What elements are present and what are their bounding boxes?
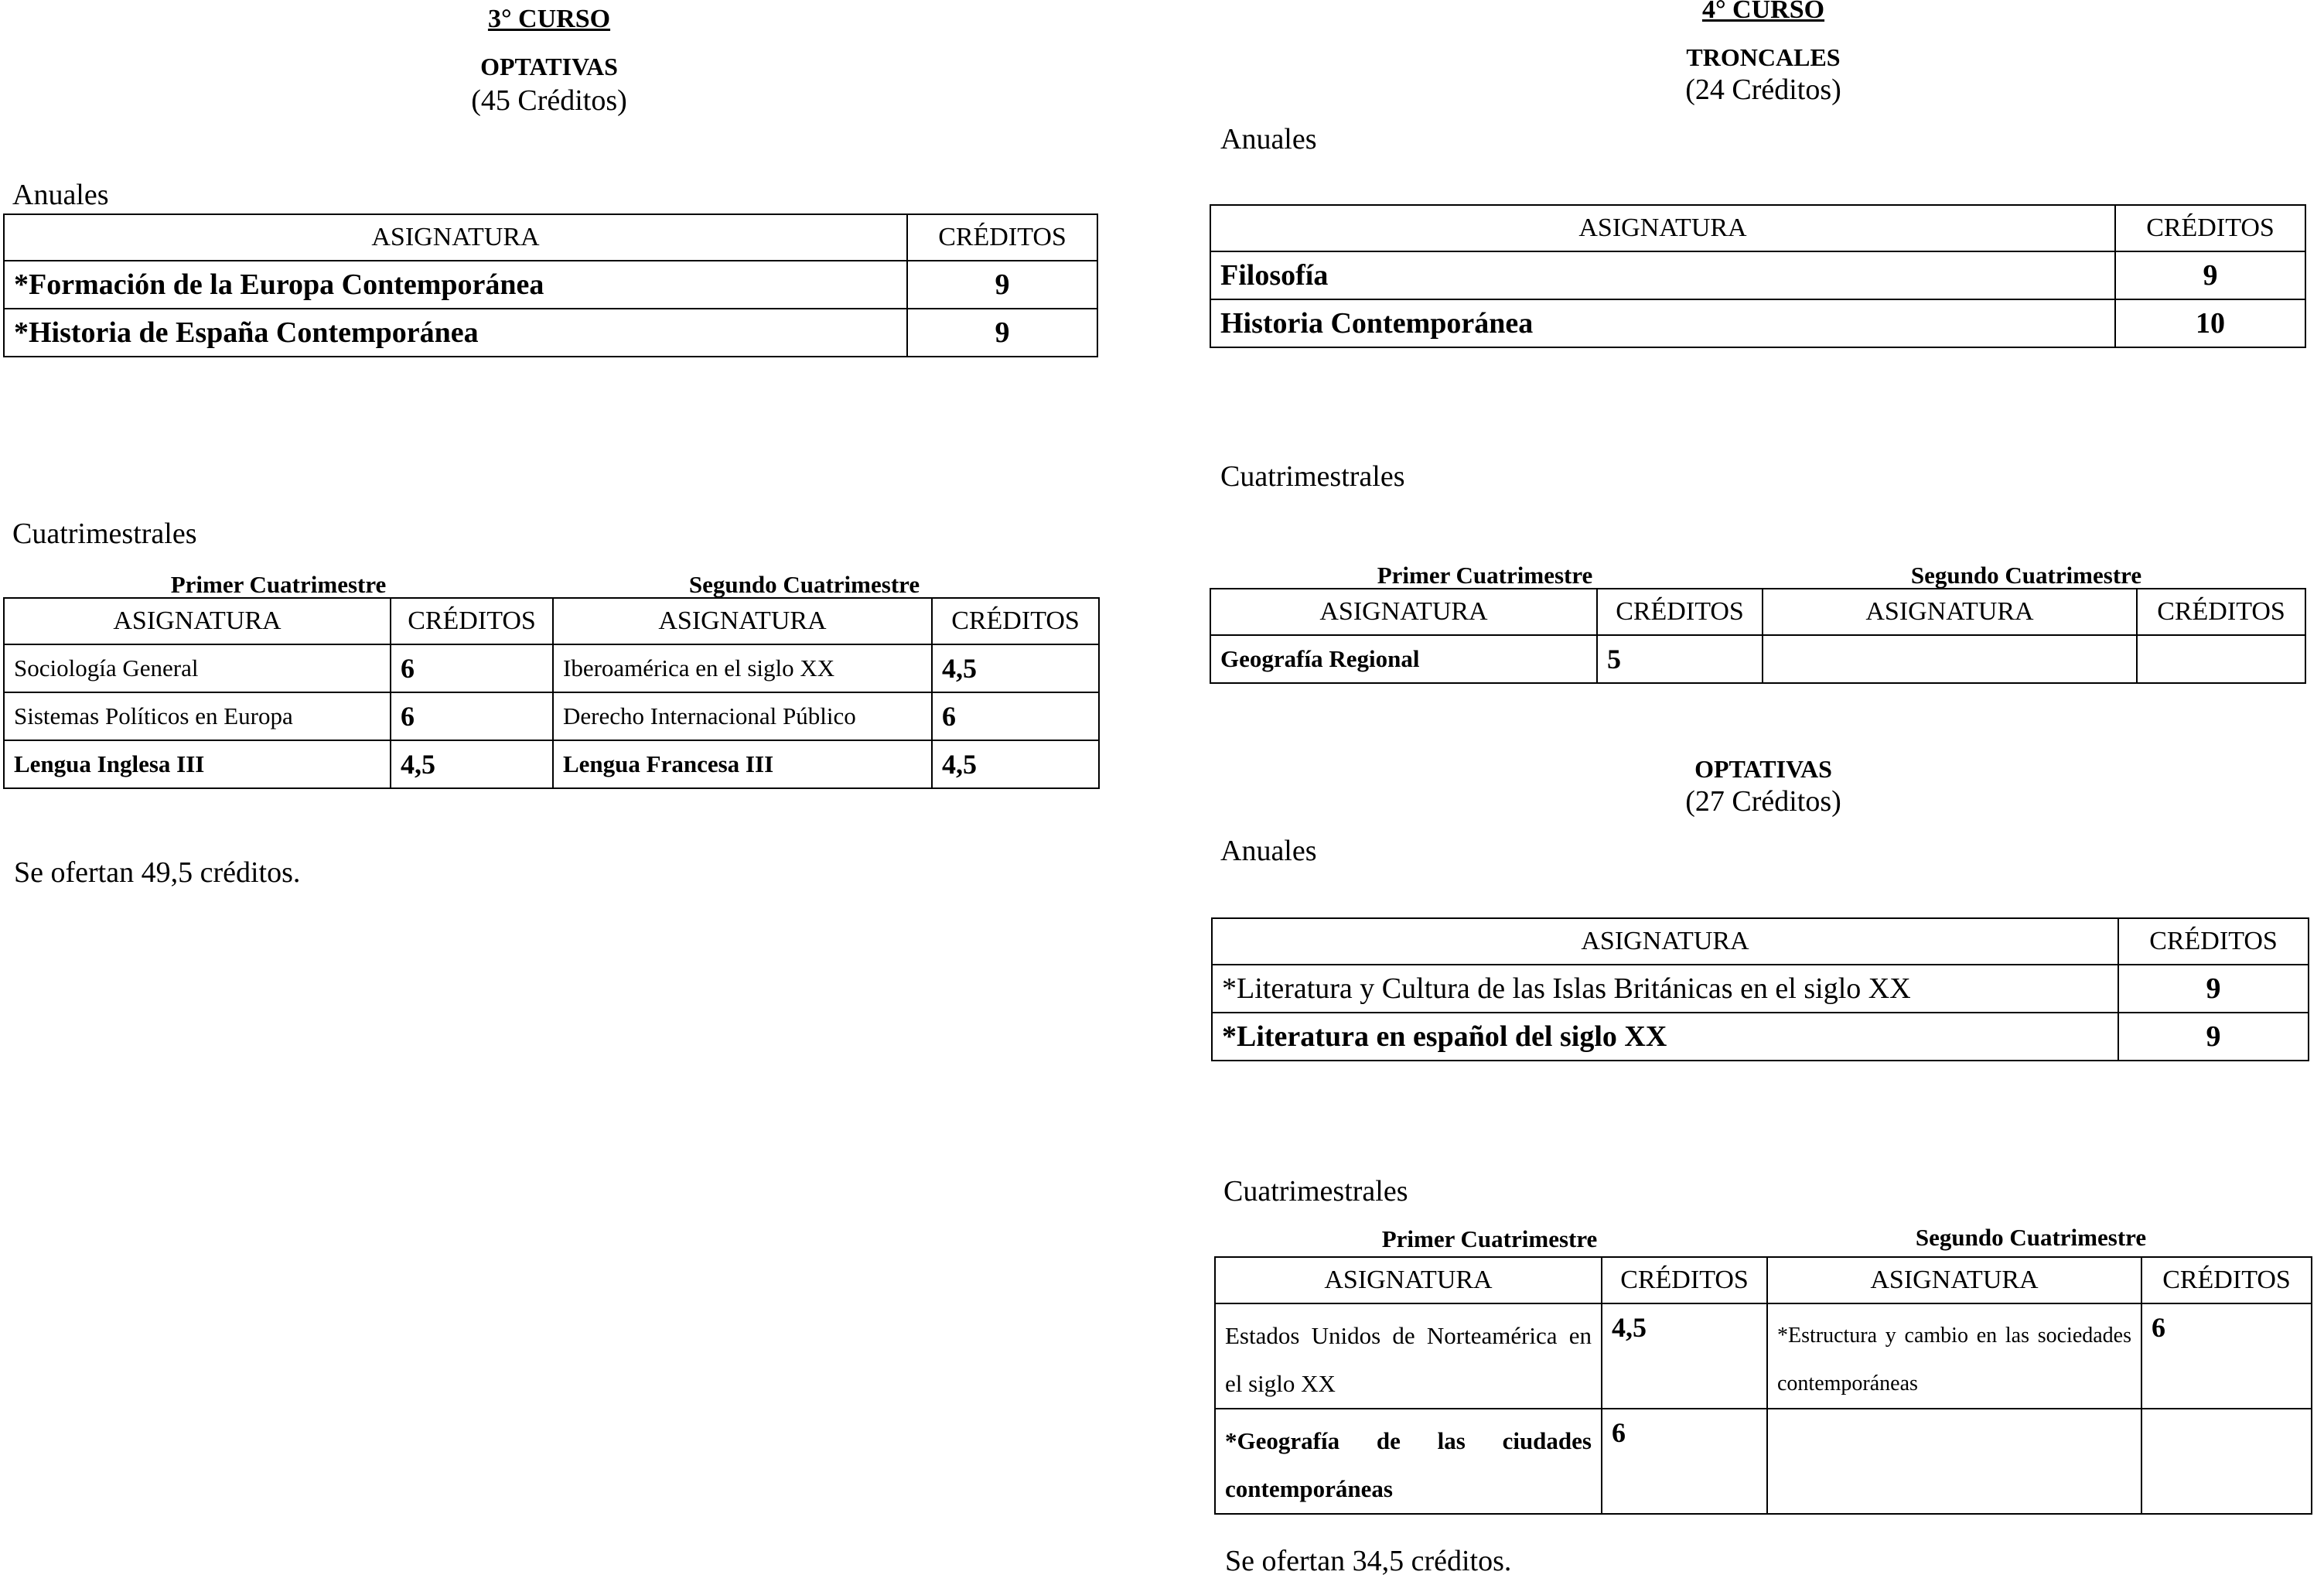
- asignatura-cell: *Literatura y Cultura de las Islas Británicas en el siglo XX: [1212, 965, 2118, 1013]
- asignatura-cell: Sociología General: [4, 644, 391, 692]
- header-creditos: CRÉDITOS: [2115, 205, 2305, 251]
- right-segundo-cuatrimestre: Segundo Cuatrimestre: [1910, 562, 2142, 589]
- left-creditos-total: (45 Créditos): [471, 84, 627, 117]
- header-asignatura: ASIGNATURA: [1763, 589, 2137, 635]
- right-optativas-creditos: (27 Créditos): [1685, 785, 1841, 818]
- right-primer-cuatrimestre: Primer Cuatrimestre: [1377, 562, 1593, 589]
- asignatura-cell: Lengua Inglesa III: [4, 740, 391, 788]
- asignatura-cell: Derecho Internacional Público: [553, 692, 932, 740]
- table-header-row: [1210, 205, 2305, 251]
- right-optativas-cuatrimestrales-table: [1214, 1256, 2312, 1515]
- table-row: [4, 261, 1097, 309]
- right-cuatrimestrales-table: [1210, 588, 2306, 684]
- creditos-cell: 9: [2115, 251, 2305, 299]
- creditos-cell: 6: [2141, 1303, 2312, 1409]
- left-cuatrimestrales-label: Cuatrimestrales: [12, 518, 197, 550]
- table-row: [1212, 1013, 2309, 1061]
- header-creditos: CRÉDITOS: [1597, 589, 1763, 635]
- creditos-cell: 9: [907, 309, 1097, 357]
- header-creditos: CRÉDITOS: [1602, 1257, 1767, 1303]
- left-anuales-table: [3, 214, 1098, 357]
- header-creditos: CRÉDITOS: [2118, 918, 2309, 965]
- right-optativas-anuales-label: Anuales: [1220, 835, 1317, 867]
- table-row: [4, 740, 1099, 788]
- creditos-cell: 4,5: [932, 644, 1099, 692]
- table-row: [1210, 635, 2305, 683]
- right-anuales-label: Anuales: [1220, 123, 1317, 155]
- creditos-cell: 10: [2115, 299, 2305, 347]
- header-asignatura: ASIGNATURA: [1212, 918, 2118, 965]
- header-asignatura: ASIGNATURA: [553, 598, 932, 644]
- header-asignatura: ASIGNATURA: [1210, 205, 2115, 251]
- left-tipo-heading: OPTATIVAS: [480, 53, 618, 80]
- table-row: [4, 644, 1099, 692]
- creditos-cell: [2137, 635, 2305, 683]
- header-asignatura: ASIGNATURA: [1767, 1257, 2141, 1303]
- header-creditos: CRÉDITOS: [391, 598, 553, 644]
- table-row: [4, 309, 1097, 357]
- asignatura-cell: Lengua Francesa III: [553, 740, 932, 788]
- creditos-cell: 4,5: [391, 740, 553, 788]
- asignatura-cell: Filosofía: [1210, 251, 2115, 299]
- table-row: [1210, 299, 2305, 347]
- right-optativas-segundo-cuatrimestre: Segundo Cuatrimestre: [1915, 1224, 2147, 1251]
- left-oferta-note: Se ofertan 49,5 créditos.: [14, 856, 301, 889]
- table-header-row: [1212, 918, 2309, 965]
- right-creditos-total: (24 Créditos): [1685, 73, 1841, 106]
- table-header-row: [4, 214, 1097, 261]
- right-cuatrimestrales-label: Cuatrimestrales: [1220, 460, 1405, 493]
- table-row: [1212, 965, 2309, 1013]
- asignatura-cell: Geografía Regional: [1210, 635, 1597, 683]
- right-anuales-table: [1210, 204, 2306, 348]
- asignatura-cell: Estados Unidos de Norteamérica en el siglo XX: [1215, 1303, 1602, 1409]
- asignatura-cell: [1763, 635, 2137, 683]
- right-optativas-anuales-table: [1211, 917, 2309, 1061]
- table-row: [1215, 1303, 2312, 1409]
- creditos-cell: 6: [932, 692, 1099, 740]
- creditos-cell: 6: [1602, 1409, 1767, 1514]
- header-creditos: CRÉDITOS: [2141, 1257, 2312, 1303]
- left-curso-title: 3° CURSO: [487, 5, 611, 33]
- right-curso-title: 4° CURSO: [1701, 0, 1825, 24]
- left-cuatrimestrales-table: [3, 597, 1100, 789]
- table-row: [1215, 1409, 2312, 1514]
- right-tipo-heading: TRONCALES: [1686, 43, 1841, 71]
- asignatura-cell: [1767, 1409, 2141, 1514]
- header-creditos: CRÉDITOS: [907, 214, 1097, 261]
- left-primer-cuatrimestre: Primer Cuatrimestre: [170, 571, 387, 598]
- table-header-row: [4, 598, 1099, 644]
- creditos-cell: 6: [391, 644, 553, 692]
- asignatura-cell: *Estructura y cambio en las sociedades contemporáneas: [1767, 1303, 2141, 1409]
- asignatura-cell: *Formación de la Europa Contemporánea: [4, 261, 907, 309]
- table-header-row: [1215, 1257, 2312, 1303]
- right-optativas-heading: OPTATIVAS: [1694, 755, 1832, 783]
- creditos-cell: 6: [391, 692, 553, 740]
- header-asignatura: ASIGNATURA: [1210, 589, 1597, 635]
- right-optativas-cuatrimestrales-label: Cuatrimestrales: [1223, 1175, 1408, 1208]
- right-oferta-note: Se ofertan 34,5 créditos.: [1225, 1545, 1512, 1577]
- creditos-cell: 5: [1597, 635, 1763, 683]
- table-row: [4, 692, 1099, 740]
- header-creditos: CRÉDITOS: [2137, 589, 2305, 635]
- asignatura-cell: *Geografía de las ciudades contemporáneas: [1215, 1409, 1602, 1514]
- asignatura-cell: Sistemas Políticos en Europa: [4, 692, 391, 740]
- header-asignatura: ASIGNATURA: [1215, 1257, 1602, 1303]
- asignatura-cell: *Literatura en español del siglo XX: [1212, 1013, 2118, 1061]
- header-creditos: CRÉDITOS: [932, 598, 1099, 644]
- creditos-cell: 4,5: [1602, 1303, 1767, 1409]
- creditos-cell: 9: [2118, 965, 2309, 1013]
- left-anuales-label: Anuales: [12, 179, 109, 211]
- right-optativas-primer-cuatrimestre: Primer Cuatrimestre: [1381, 1225, 1598, 1252]
- table-row: [1210, 251, 2305, 299]
- creditos-cell: 9: [2118, 1013, 2309, 1061]
- creditos-cell: 9: [907, 261, 1097, 309]
- header-asignatura: ASIGNATURA: [4, 214, 907, 261]
- asignatura-cell: Iberoamérica en el siglo XX: [553, 644, 932, 692]
- creditos-cell: [2141, 1409, 2312, 1514]
- table-header-row: [1210, 589, 2305, 635]
- left-segundo-cuatrimestre: Segundo Cuatrimestre: [688, 571, 920, 598]
- asignatura-cell: Historia Contemporánea: [1210, 299, 2115, 347]
- header-asignatura: ASIGNATURA: [4, 598, 391, 644]
- asignatura-cell: *Historia de España Contemporánea: [4, 309, 907, 357]
- creditos-cell: 4,5: [932, 740, 1099, 788]
